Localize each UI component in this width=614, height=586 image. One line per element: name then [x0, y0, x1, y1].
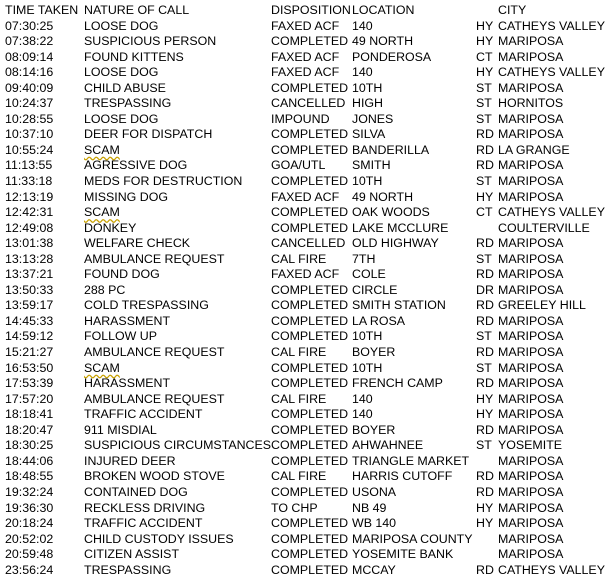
cell-city: LA GRANGE — [498, 142, 570, 157]
cell-city: HORNITOS — [498, 96, 564, 111]
cell-street-suffix: ST — [476, 329, 492, 344]
cell-city: MARIPOSA — [498, 189, 564, 204]
cell-nature-of-call: TRESPASSING — [84, 96, 172, 111]
cell-nature-of-call: 911 MISDIAL — [84, 422, 157, 437]
table-row — [0, 96, 614, 112]
cell-time: 11:33:18 — [5, 174, 53, 189]
cell-street-suffix: HY — [476, 65, 494, 80]
cell-location: AHWAHNEE — [352, 438, 424, 453]
cell-location: HARRIS CUTOFF — [352, 469, 453, 484]
cell-time: 17:57:20 — [5, 391, 54, 406]
cell-nature-of-call: TRAFFIC ACCIDENT — [84, 407, 203, 422]
cell-location: MCCAY — [352, 562, 396, 577]
cell-city: MARIPOSA — [498, 453, 564, 468]
header-nature-of-call: NATURE OF CALL — [84, 3, 190, 17]
cell-city: MARIPOSA — [498, 484, 564, 499]
cell-street-suffix: HY — [476, 407, 494, 422]
cell-city: MARIPOSA — [498, 391, 564, 406]
cell-location: BOYER — [352, 345, 396, 360]
cell-location: BOYER — [352, 422, 396, 437]
table-row — [0, 423, 614, 439]
cell-time: 19:36:30 — [5, 500, 54, 515]
cell-time: 12:42:31 — [5, 205, 54, 220]
cell-city: MARIPOSA — [498, 516, 564, 531]
cell-disposition: CANCELLED — [271, 96, 346, 111]
cell-street-suffix: CT — [476, 205, 493, 220]
header-row — [0, 3, 614, 19]
table-row — [0, 158, 614, 174]
table-row — [0, 81, 614, 97]
cell-time: 09:40:09 — [5, 80, 54, 95]
cell-time: 18:44:06 — [5, 453, 54, 468]
cell-time: 10:24:37 — [5, 96, 54, 111]
cell-disposition: FAXED ACF — [271, 189, 340, 204]
cell-disposition: COMPLETED — [271, 422, 349, 437]
table-row — [0, 283, 614, 299]
cell-street-suffix: RD — [476, 313, 494, 328]
cell-street-suffix: HY — [476, 500, 494, 515]
cell-nature-of-call: LOOSE DOG — [84, 65, 159, 80]
cell-nature-of-call: MEDS FOR DESTRUCTION — [84, 174, 243, 189]
cell-time: 12:13:19 — [5, 189, 54, 204]
cell-location: 49 NORTH — [352, 34, 414, 49]
cell-time: 18:30:25 — [5, 438, 54, 453]
table-row — [0, 532, 614, 548]
cell-street-suffix: RD — [476, 562, 494, 577]
cell-location: 140 — [352, 18, 373, 33]
table-row — [0, 34, 614, 50]
cell-time: 18:18:41 — [5, 407, 54, 422]
cell-location: SMITH — [352, 158, 391, 173]
table-row — [0, 221, 614, 237]
table-row — [0, 50, 614, 66]
cell-street-suffix: ST — [476, 251, 492, 266]
cell-location: PONDEROSA — [352, 49, 432, 64]
cell-location: MARIPOSA COUNTY — [352, 531, 473, 546]
cell-disposition: CAL FIRE — [271, 469, 327, 484]
cell-location: 10TH — [352, 174, 383, 189]
cell-location: USONA — [352, 484, 397, 499]
cell-disposition: COMPLETED — [271, 329, 349, 344]
cell-nature-of-call: SCAM — [84, 205, 120, 220]
cell-time: 20:52:02 — [5, 531, 54, 546]
cell-disposition: COMPLETED — [271, 174, 349, 189]
cell-disposition: COMPLETED — [271, 407, 349, 422]
cell-nature-of-call: AMBULANCE REQUEST — [84, 345, 225, 360]
cell-disposition: COMPLETED — [271, 453, 349, 468]
cell-location: 140 — [352, 391, 373, 406]
cell-street-suffix: RD — [476, 127, 494, 142]
cell-city: MARIPOSA — [498, 80, 564, 95]
table-row — [0, 329, 614, 345]
cell-disposition: COMPLETED — [271, 313, 349, 328]
cell-city: MARIPOSA — [498, 282, 564, 297]
cell-city: MARIPOSA — [498, 531, 564, 546]
cell-nature-of-call: HARASSMENT — [84, 313, 171, 328]
cell-location: WB 140 — [352, 516, 397, 531]
cell-nature-of-call: SCAM — [84, 142, 120, 157]
cell-location: 49 NORTH — [352, 189, 414, 204]
cell-time: 13:01:38 — [5, 236, 54, 251]
table-row — [0, 112, 614, 128]
table-row — [0, 392, 614, 408]
cell-time: 14:59:12 — [5, 329, 54, 344]
table-row — [0, 516, 614, 532]
cell-disposition: COMPLETED — [271, 205, 349, 220]
cell-location: JONES — [352, 111, 394, 126]
cell-time: 13:13:28 — [5, 251, 54, 266]
cell-city: MARIPOSA — [498, 345, 564, 360]
cell-nature-of-call: AGRESSIVE DOG — [84, 158, 188, 173]
cell-disposition: TO CHP — [271, 500, 318, 515]
cell-city: MARIPOSA — [498, 407, 564, 422]
cell-nature-of-call: FOUND DOG — [84, 267, 160, 282]
cell-disposition: FAXED ACF — [271, 49, 340, 64]
cell-nature-of-call: HARASSMENT — [84, 376, 171, 391]
cell-time: 11:13:55 — [5, 158, 53, 173]
cell-location: 10TH — [352, 360, 383, 375]
cell-street-suffix: HY — [476, 18, 494, 33]
table-row — [0, 501, 614, 517]
cell-nature-of-call: FOLLOW UP — [84, 329, 157, 344]
cell-nature-of-call: LOOSE DOG — [84, 18, 159, 33]
table-row — [0, 407, 614, 423]
cell-street-suffix: DR — [476, 282, 494, 297]
header-disposition: DISPOSITION — [271, 3, 351, 17]
cell-time: 20:18:24 — [5, 516, 54, 531]
cell-city: MARIPOSA — [498, 313, 564, 328]
table-row — [0, 438, 614, 454]
cell-street-suffix: RD — [476, 345, 494, 360]
header-time-taken: TIME TAKEN — [5, 3, 79, 17]
cell-disposition: CAL FIRE — [271, 251, 327, 266]
table-row — [0, 345, 614, 361]
cell-time: 23:56:24 — [5, 562, 54, 577]
cell-time: 07:38:22 — [5, 34, 54, 49]
table-row — [0, 236, 614, 252]
cell-disposition: COMPLETED — [271, 484, 349, 499]
cell-location: FRENCH CAMP — [352, 376, 443, 391]
header-city: CITY — [498, 3, 527, 17]
cell-street-suffix: CT — [476, 49, 493, 64]
cell-location: LAKE MCCLURE — [352, 220, 449, 235]
cell-city: COULTERVILLE — [498, 220, 590, 235]
cell-location: BANDERILLA — [352, 142, 430, 157]
cell-time: 12:49:08 — [5, 220, 54, 235]
table-row — [0, 361, 614, 377]
table-row — [0, 454, 614, 470]
cell-disposition: COMPLETED — [271, 298, 349, 313]
cell-time: 18:20:47 — [5, 422, 54, 437]
table-row — [0, 267, 614, 283]
header-location: LOCATION — [352, 3, 415, 17]
cell-city: CATHEYS VALLEY — [498, 18, 605, 33]
cell-city: MARIPOSA — [498, 158, 564, 173]
cell-disposition: FAXED ACF — [271, 267, 340, 282]
cell-city: MARIPOSA — [498, 174, 564, 189]
cell-location: 10TH — [352, 80, 383, 95]
cell-time: 10:55:24 — [5, 142, 54, 157]
cell-street-suffix: ST — [476, 438, 492, 453]
cell-city: MARIPOSA — [498, 329, 564, 344]
cell-location: CIRCLE — [352, 282, 398, 297]
cell-time: 16:53:50 — [5, 360, 54, 375]
cell-disposition: COMPLETED — [271, 531, 349, 546]
table-row — [0, 19, 614, 35]
cell-street-suffix: RD — [476, 142, 494, 157]
cell-nature-of-call: SCAM — [84, 360, 120, 375]
cell-nature-of-call: DEER FOR DISPATCH — [84, 127, 213, 142]
cell-location: 140 — [352, 407, 373, 422]
cell-time: 13:37:21 — [5, 267, 54, 282]
cell-street-suffix: HY — [476, 391, 494, 406]
cell-disposition: COMPLETED — [271, 438, 349, 453]
cell-disposition: COMPLETED — [271, 220, 349, 235]
cell-disposition: CAL FIRE — [271, 345, 327, 360]
cell-street-suffix: ST — [476, 96, 492, 111]
cell-city: MARIPOSA — [498, 127, 564, 142]
cell-location: HIGH — [352, 96, 383, 111]
table-row — [0, 65, 614, 81]
cell-street-suffix: RD — [476, 158, 494, 173]
table-row — [0, 143, 614, 159]
table-row — [0, 298, 614, 314]
cell-time: 18:48:55 — [5, 469, 54, 484]
cell-time: 20:59:48 — [5, 547, 54, 562]
cell-disposition: COMPLETED — [271, 547, 349, 562]
table-row — [0, 547, 614, 563]
cell-street-suffix: RD — [476, 376, 494, 391]
table-row — [0, 314, 614, 330]
cell-time: 07:30:25 — [5, 18, 54, 33]
cell-time: 14:45:33 — [5, 313, 54, 328]
cell-nature-of-call: LOOSE DOG — [84, 111, 159, 126]
cell-city: YOSEMITE — [498, 438, 563, 453]
cell-time: 08:09:14 — [5, 49, 54, 64]
table-row — [0, 376, 614, 392]
cell-street-suffix: RD — [476, 267, 494, 282]
cell-disposition: CANCELLED — [271, 236, 346, 251]
cell-nature-of-call: SUSPICIOUS CIRCUMSTANCES — [84, 438, 272, 453]
cell-location: 10TH — [352, 329, 383, 344]
cell-city: MARIPOSA — [498, 547, 564, 562]
cell-time: 08:14:16 — [5, 65, 54, 80]
cell-location: 140 — [352, 65, 373, 80]
cell-city: MARIPOSA — [498, 500, 564, 515]
cell-disposition: FAXED ACF — [271, 18, 340, 33]
table-row — [0, 469, 614, 485]
cell-nature-of-call: AMBULANCE REQUEST — [84, 251, 225, 266]
cell-nature-of-call: DONKEY — [84, 220, 137, 235]
cell-street-suffix: RD — [476, 236, 494, 251]
cell-city: MARIPOSA — [498, 267, 564, 282]
cell-location: LA ROSA — [352, 313, 406, 328]
cell-nature-of-call: WELFARE CHECK — [84, 236, 191, 251]
cell-street-suffix: HY — [476, 34, 494, 49]
cell-disposition: COMPLETED — [271, 282, 349, 297]
cell-city: MARIPOSA — [498, 376, 564, 391]
cell-nature-of-call: TRAFFIC ACCIDENT — [84, 516, 203, 531]
cell-street-suffix: ST — [476, 80, 492, 95]
cell-disposition: COMPLETED — [271, 562, 349, 577]
cell-city: GREELEY HILL — [498, 298, 586, 313]
cell-disposition: CAL FIRE — [271, 391, 327, 406]
cell-city: MARIPOSA — [498, 111, 564, 126]
cell-location: SMITH STATION — [352, 298, 446, 313]
cell-street-suffix: RD — [476, 484, 494, 499]
table-row — [0, 485, 614, 501]
cell-location: SILVA — [352, 127, 386, 142]
cell-nature-of-call: AMBULANCE REQUEST — [84, 391, 225, 406]
cell-nature-of-call: 288 PC — [84, 282, 126, 297]
table-row — [0, 190, 614, 206]
cell-time: 10:37:10 — [5, 127, 54, 142]
cell-disposition: COMPLETED — [271, 360, 349, 375]
cell-city: CATHEYS VALLEY — [498, 205, 605, 220]
table-row — [0, 205, 614, 221]
cell-location: TRIANGLE MARKET — [352, 453, 470, 468]
cell-city: CATHEYS VALLEY — [498, 562, 605, 577]
cell-nature-of-call: COLD TRESPASSING — [84, 298, 209, 313]
cell-disposition: IMPOUND — [271, 111, 330, 126]
cell-time: 10:28:55 — [5, 111, 54, 126]
cell-time: 13:50:33 — [5, 282, 54, 297]
cell-location: YOSEMITE BANK — [352, 547, 454, 562]
cell-nature-of-call: CHILD ABUSE — [84, 80, 166, 95]
cell-location: 7TH — [352, 251, 376, 266]
cell-city: MARIPOSA — [498, 360, 564, 375]
cell-city: MARIPOSA — [498, 236, 564, 251]
cell-time: 13:59:17 — [5, 298, 54, 313]
cell-nature-of-call: FOUND KITTENS — [84, 49, 184, 64]
cell-street-suffix: HY — [476, 189, 494, 204]
cell-disposition: GOA/UTL — [271, 158, 326, 173]
cell-time: 15:21:27 — [5, 345, 54, 360]
cell-nature-of-call: TRESPASSING — [84, 562, 172, 577]
cell-nature-of-call: BROKEN WOOD STOVE — [84, 469, 225, 484]
cell-location: NB 49 — [352, 500, 387, 515]
cell-location: OLD HIGHWAY — [352, 236, 439, 251]
cell-street-suffix: HY — [476, 516, 494, 531]
table-row — [0, 174, 614, 190]
cell-city: MARIPOSA — [498, 422, 564, 437]
table-row — [0, 127, 614, 143]
cell-nature-of-call: CHILD CUSTODY ISSUES — [84, 531, 234, 546]
cell-street-suffix: RD — [476, 469, 494, 484]
table-row — [0, 252, 614, 268]
cell-nature-of-call: CITIZEN ASSIST — [84, 547, 180, 562]
cell-time: 17:53:39 — [5, 376, 54, 391]
cell-disposition: FAXED ACF — [271, 65, 340, 80]
cell-city: MARIPOSA — [498, 34, 564, 49]
cell-disposition: COMPLETED — [271, 127, 349, 142]
cell-street-suffix: ST — [476, 174, 492, 189]
cell-disposition: COMPLETED — [271, 80, 349, 95]
cell-street-suffix: RD — [476, 298, 494, 313]
cell-location: COLE — [352, 267, 386, 282]
cell-city: CATHEYS VALLEY — [498, 65, 605, 80]
cell-disposition: COMPLETED — [271, 142, 349, 157]
cell-street-suffix: ST — [476, 360, 492, 375]
cell-street-suffix: ST — [476, 111, 492, 126]
cell-disposition: COMPLETED — [271, 34, 349, 49]
cell-city: MARIPOSA — [498, 469, 564, 484]
cell-nature-of-call: SUSPICIOUS PERSON — [84, 34, 217, 49]
call-log-table — [0, 3, 614, 578]
cell-nature-of-call: CONTAINED DOG — [84, 484, 188, 499]
cell-nature-of-call: INJURED DEER — [84, 453, 176, 468]
cell-disposition: COMPLETED — [271, 516, 349, 531]
cell-city: MARIPOSA — [498, 251, 564, 266]
cell-street-suffix: RD — [476, 422, 494, 437]
cell-nature-of-call: MISSING DOG — [84, 189, 168, 204]
cell-location: OAK WOODS — [352, 205, 430, 220]
table-row — [0, 563, 614, 579]
cell-disposition: COMPLETED — [271, 376, 349, 391]
cell-nature-of-call: RECKLESS DRIVING — [84, 500, 206, 515]
cell-time: 19:32:24 — [5, 484, 54, 499]
cell-city: MARIPOSA — [498, 49, 564, 64]
